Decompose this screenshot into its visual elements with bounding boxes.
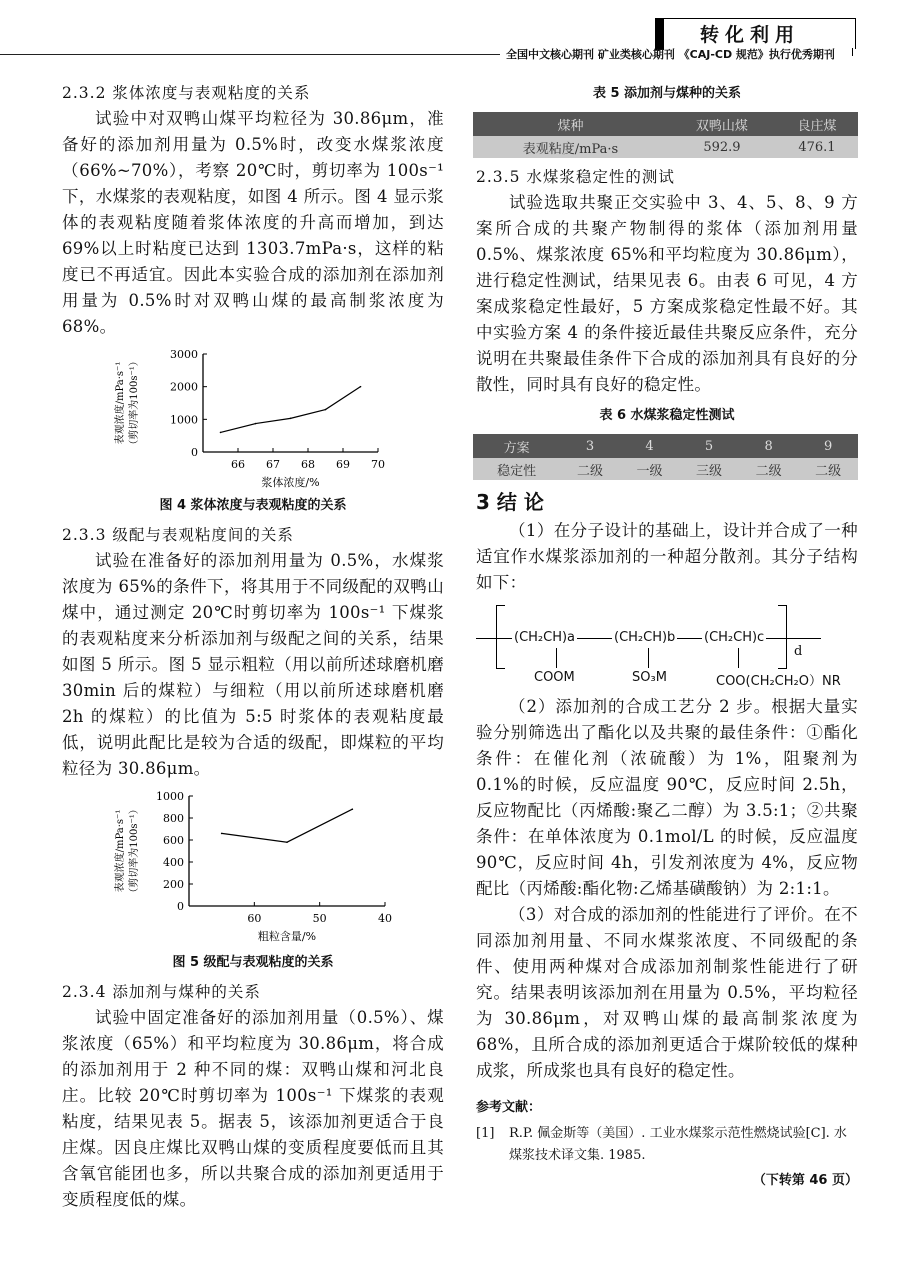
table-header-cell: 8 xyxy=(739,434,799,458)
x-tick-label: 68 xyxy=(301,458,315,471)
table-header-cell: 煤种 xyxy=(473,112,668,136)
section-label: 转化利用 xyxy=(700,24,801,46)
table-cell: 476.1 xyxy=(776,136,858,158)
y-axis-label: 表观浓度/mPa·s⁻¹ xyxy=(115,809,126,893)
conclusion-point-1: （1）在分子设计的基础上，设计并合成了一种适宜作水煤浆添加剂的一种超分散剂。其分子结构如下： xyxy=(476,521,858,592)
data-point xyxy=(352,808,354,810)
bond xyxy=(556,648,557,668)
side-group-2: SO₃M xyxy=(632,670,667,685)
table-cell: 二级 xyxy=(560,458,620,480)
paragraph-2-3-5: 试验选取共聚正交实验中 3、4、5、8、9 方案所合成的共聚产物制得的浆体（添加剂用量 0.5%、煤浆浓度 65%和平均粒度为 30.86μm），进行稳定性测试，结果见表 6。由表 6 可见，4 方案成浆稳定性最好，5 方案成浆稳定性最不好。其中实验方案 4 的条件接近最佳共聚反应条件，充分说明在共聚最佳条件下合成的添加剂具有良好的分散性，同时具有良好的稳定性。 xyxy=(476,193,858,394)
table-cell: 三级 xyxy=(679,458,739,480)
table-header-row xyxy=(473,434,858,458)
y-tick-label: 1000 xyxy=(156,790,184,803)
header-tick xyxy=(852,48,853,56)
y-tick-label: 800 xyxy=(163,812,184,825)
y-tick-label: 200 xyxy=(163,878,184,891)
table-header-cell: 9 xyxy=(798,434,858,458)
data-point xyxy=(286,841,288,843)
table-cell: 二级 xyxy=(739,458,799,480)
paragraph-2-3-2: 试验中对双鸭山煤平均粒径为 30.86μm，准备好的添加剂用量为 0.5%时，改变水煤浆浓度（66%~70%），考察 20℃时，剪切率为 100s⁻¹ 下，水煤浆的表观粘度，如图 4 所示。图 4 显示浆体的表观粘度随着浆体浓度的升高而增加，到达 69%以上时粘度已达到 1303.7mPa·s，这样的粘度已不再适宜。因此本实验合成的添加剂在添加剂用量为 0.5%时对双鸭山煤的最高制浆浓度为 68%。 xyxy=(62,109,444,336)
heading-2-3-4: 2.3.4 添加剂与煤种的关系 xyxy=(62,983,261,1001)
y-tick-label: 400 xyxy=(163,856,184,869)
bond xyxy=(738,648,739,668)
x-tick-label: 50 xyxy=(312,912,327,925)
figure-5-chart xyxy=(113,786,393,951)
table-header-cell: 良庄煤 xyxy=(776,112,858,136)
side-group-1: COOM xyxy=(534,670,575,685)
y-axis-label-2: （剪切率为100s⁻¹） xyxy=(129,804,140,898)
data-point xyxy=(220,432,222,434)
y-tick-label: 600 xyxy=(163,834,184,847)
data-point xyxy=(290,418,292,420)
table-cell: 一级 xyxy=(620,458,680,480)
series-line xyxy=(222,809,353,842)
y-tick-label: 1000 xyxy=(170,413,198,427)
journal-tags: 全国中文核心期刊 矿业类核心期刊 《CAJ-CD 规范》执行优秀期刊 xyxy=(506,48,835,61)
heading-2-3-3: 2.3.3 级配与表观粘度间的关系 xyxy=(62,526,294,544)
data-point xyxy=(221,833,223,835)
bond xyxy=(648,648,649,668)
conclusion-point-3: （3）对合成的添加剂的性能进行了评价。在不同添加剂用量、不同水煤浆浓度、不同级配的条件、使用两种煤对合成添加剂制浆性能进行了研究。结果表明该添加剂在用量为 0.5%，平均粒径为 30.86μm，对双鸭山煤的最高制浆浓度为 68%，且所合成的添加剂更适合于煤阶较低的煤种成浆，所成浆也具有良好的稳定性。 xyxy=(476,905,858,1080)
molecular-structure-formula xyxy=(476,600,858,690)
table-cell: 二级 xyxy=(798,458,858,480)
header-rule xyxy=(0,54,500,55)
table-cell: 592.9 xyxy=(668,136,776,158)
table-cell: 稳定性 xyxy=(473,458,560,480)
y-tick-label: 2000 xyxy=(170,380,198,394)
paragraph-2-3-4: 试验中固定准备好的添加剂用量（0.5%）、煤浆浓度（65%）和平均粒度为 30.86μm，将合成的添加剂用于 2 种不同的煤：双鸭山煤和河北良庄。比较 20℃时剪切率为 100s⁻¹ 下煤浆的表观粘度，结果见表 5。据表 5，该添加剂更适合于良庄煤。因良庄煤比双鸭山煤的变质程度要低而且其含氧官能团也多，所以共聚合成的添加剂更适用于变质程度低的煤。 xyxy=(62,1008,444,1209)
table-row xyxy=(473,458,858,480)
figure-4-caption: 图 4 浆体浓度与表观粘度的关系 xyxy=(159,498,347,513)
table-header-cell: 3 xyxy=(560,434,620,458)
group-c: (CH₂CH)c xyxy=(704,630,765,645)
table-header-cell: 双鸭山煤 xyxy=(668,112,776,136)
conclusion-point-2: （2）添加剂的合成工艺分 2 步。根据大量实验分别筛选出了酯化以及共聚的最佳条件：①酯化条件：在催化剂（浓硫酸）为 1%，阻聚剂为 0.1%的时候，反应温度 90℃，反应时间 2.5h，反应物配比（丙烯酸:聚乙二醇）为 3.5:1；②共聚条件：在单体浓度为 0.1mol/L 的时候，反应温度 90℃，反应时间 4h，引发剂浓度为 4%，反应物配比（丙烯酸:酯化物:乙烯基磺酸钠）为 2:1:1。 xyxy=(476,697,858,898)
side-group-3: COO(CH₂CH₂O）NR xyxy=(716,674,841,689)
x-tick-label: 70 xyxy=(371,458,385,471)
heading-conclusion: 3 结 论 xyxy=(476,490,544,514)
x-axis-label: 浆体浓度/% xyxy=(261,476,320,489)
data-point xyxy=(325,409,327,411)
x-axis-label: 粗粒含量/% xyxy=(257,930,317,943)
table-5 xyxy=(473,112,858,158)
x-tick-label: 69 xyxy=(336,458,350,471)
x-tick-label: 40 xyxy=(378,912,392,925)
reference-item xyxy=(476,1123,858,1167)
table-row xyxy=(473,136,858,158)
figure-5-caption: 图 5 级配与表观粘度的关系 xyxy=(172,955,334,970)
table-6 xyxy=(473,434,858,480)
y-axis-label-2: （剪切率为100s⁻¹） xyxy=(129,356,140,450)
reference-text: R.P. 佩金斯等（美国）. 工业水煤浆示范性燃烧试验[C]. 水煤浆技术译文集. 1985. xyxy=(509,1126,847,1163)
data-point xyxy=(255,423,257,425)
series-line xyxy=(221,387,361,433)
table-header-row xyxy=(473,112,858,136)
x-tick-label: 60 xyxy=(247,912,262,925)
continued-note: （下转第 46 页） xyxy=(752,1173,858,1188)
reference-number: [1] xyxy=(476,1126,495,1141)
figure-4-chart xyxy=(113,344,393,494)
table-header-cell: 4 xyxy=(620,434,680,458)
left-bracket xyxy=(496,605,505,669)
left-column xyxy=(62,82,444,1213)
table-header-cell: 方案 xyxy=(473,434,560,458)
repeat-d: d xyxy=(794,644,803,659)
y-tick-label: 3000 xyxy=(170,348,198,361)
group-a: (CH₂CH)a xyxy=(514,630,576,645)
x-tick-label: 66 xyxy=(231,458,245,471)
table-cell: 表观粘度/mPa·s xyxy=(473,136,668,158)
data-point xyxy=(360,386,362,388)
y-axis-label: 表观浓度/mPa·s⁻¹ xyxy=(115,361,126,445)
table-header-cell: 5 xyxy=(679,434,739,458)
heading-2-3-5: 2.3.5 水煤浆稳定性的测试 xyxy=(476,168,675,186)
heading-2-3-2: 2.3.2 浆体浓度与表观粘度的关系 xyxy=(62,84,311,102)
table-6-caption: 表 6 水煤浆稳定性测试 xyxy=(599,408,735,423)
y-tick-label: 0 xyxy=(177,900,184,913)
references-heading: 参考文献： xyxy=(476,1100,542,1115)
paragraph-2-3-3: 试验在准备好的添加剂用量为 0.5%，水煤浆浓度为 65%的条件下，将其用于不同级配的双鸭山煤中，通过测定 20℃时剪切率为 100s⁻¹ 下煤浆的表观粘度来分析添加剂与级配之间的关系，结果如图 5 所示。图 5 显示粗粒（用以前所述球磨机磨 30min 后的煤粒）与细粒（用以前所述球磨机磨 2h 的煤粒）的比值为 5:5 时浆体的表观粘度最低，说明此配比是较为合适的级配，即煤粒的平均粒径为 30.86μm。 xyxy=(62,551,444,778)
x-tick-label: 67 xyxy=(266,458,280,471)
y-tick-label: 0 xyxy=(191,446,198,459)
group-b: (CH₂CH)b xyxy=(614,630,676,645)
right-bracket xyxy=(778,605,787,669)
table-5-caption: 表 5 添加剂与煤种的关系 xyxy=(592,86,742,101)
right-column xyxy=(476,82,858,1188)
